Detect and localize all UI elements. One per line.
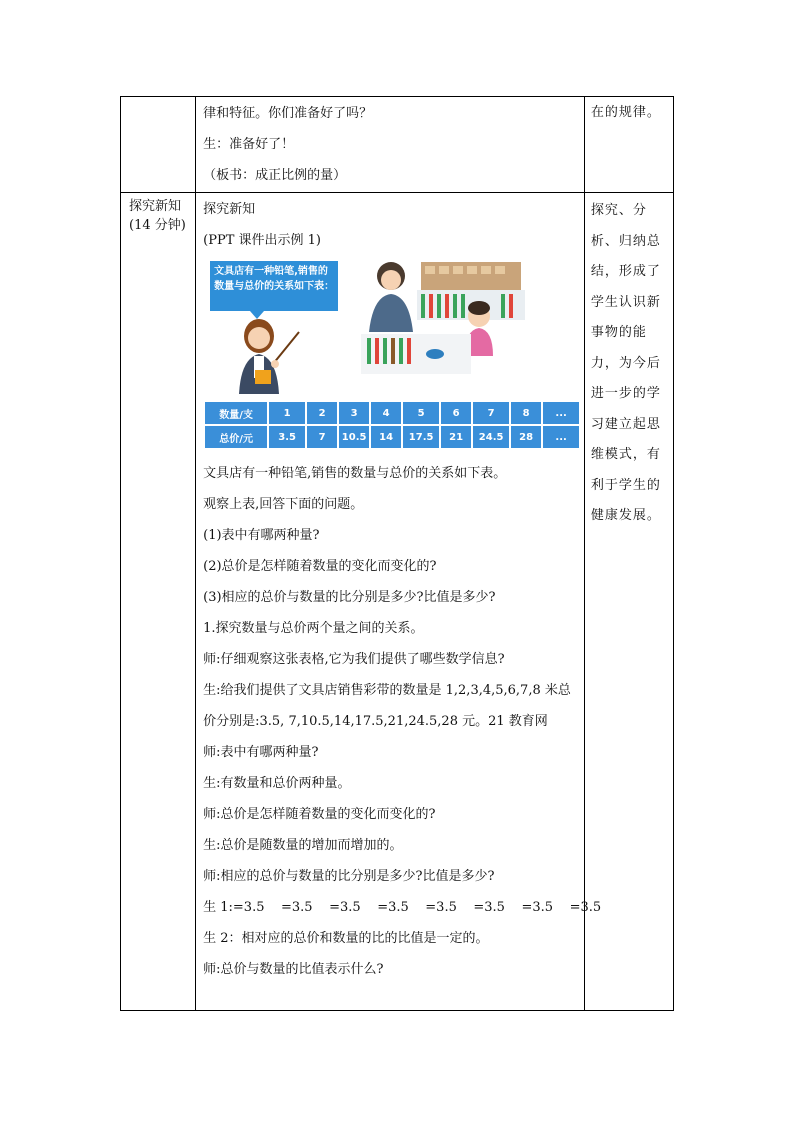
content-cell (196, 97, 585, 193)
content-line: （板书：成正比例的量） (203, 168, 347, 183)
speech-bubble: 文具店有一种铅笔,销售的数量与总价的关系如下表： (210, 261, 338, 311)
content-line: 生:总价是随数量的增加而增加的。 (203, 838, 403, 853)
content-cell (196, 193, 602, 1011)
table-cell: 28 (510, 425, 542, 449)
content-line: 观察上表,回答下面的问题。 (203, 497, 364, 512)
intent-cell (584, 193, 673, 1011)
content-line: 1.探究数量与总价两个量之间的关系。 (203, 621, 424, 636)
content-line: 师:总价与数量的比值表示什么? (203, 962, 384, 977)
table-cell: 4 (370, 401, 402, 425)
content-line: (3)相应的总价与数量的比分别是多少?比值是多少? (203, 590, 496, 605)
table-cell: 3.5 (268, 425, 306, 449)
content-line: 师:仔细观察这张表格,它为我们提供了哪些数学信息? (203, 652, 505, 667)
content-line: 文具店有一种铅笔,销售的数量与总价的关系如下表。 (203, 466, 507, 481)
table-cell: 7 (306, 425, 338, 449)
content-line: 师:总价是怎样随着数量的变化而变化的? (203, 807, 436, 822)
content-line: 探究新知 (203, 202, 256, 217)
content-line: 师:相应的总价与数量的比分别是多少?比值是多少? (203, 869, 495, 884)
content-line: (PPT 课件出示例 1) (203, 233, 321, 248)
table-cell: 10.5 (338, 425, 370, 449)
content-line: 生 2：相对应的总价和数量的比的比值是一定的。 (203, 931, 489, 946)
content-line: 生：准备好了！ (203, 137, 295, 152)
table-cell: 6 (440, 401, 472, 425)
table-cell: 14 (370, 425, 402, 449)
table-row (204, 401, 580, 425)
content-line: 生 1:=3.5 =3.5 =3.5 =3.5 =3.5 =3.5 =3.5 =3.5 (203, 900, 602, 915)
example-illustration (201, 256, 584, 396)
table-cell: 8 (510, 401, 542, 425)
content-line: 师:表中有哪两种量? (203, 745, 319, 760)
content-line: 生:给我们提供了文具店销售彩带的数量是 1,2,3,4,5,6,7,8 米总 (203, 683, 571, 698)
stage-duration: (14 分钟) (129, 218, 186, 233)
table-header: 总价/元 (204, 425, 268, 449)
content-line: (2)总价是怎样随着数量的变化而变化的? (203, 559, 437, 574)
intent-text: 探究、分析、归纳总结，形成了学生认识新事物的能力，为今后进一步的学习建立起思维模式，有利于学生的健康发展。 (590, 203, 661, 523)
table-cell: 17.5 (402, 425, 440, 449)
table-row (121, 97, 674, 193)
intent-text: 在的规律。 (590, 105, 661, 120)
table-cell: 5 (402, 401, 440, 425)
table-cell: 21 (440, 425, 472, 449)
price-table (203, 400, 581, 450)
content-line: (1)表中有哪两种量? (203, 528, 320, 543)
table-cell: ... (542, 401, 580, 425)
table-row (204, 425, 580, 449)
intent-cell (584, 97, 673, 193)
teacher-illustration-icon (221, 314, 311, 394)
lesson-plan-table (120, 96, 674, 1011)
stage-cell (121, 97, 196, 193)
shop-scene-illustration-icon (361, 256, 529, 374)
table-cell: 1 (268, 401, 306, 425)
table-row (121, 193, 674, 1011)
table-cell: 2 (306, 401, 338, 425)
content-line: 生:有数量和总价两种量。 (203, 776, 351, 791)
content-line: 价分别是:3.5, 7,10.5,14,17.5,21,24.5,28 元。21 教育网 (203, 714, 548, 729)
table-cell: 24.5 (472, 425, 510, 449)
stage-title: 探究新知 (129, 199, 182, 214)
table-cell: 3 (338, 401, 370, 425)
content-line: 律和特征。你们准备好了吗？ (203, 106, 373, 121)
table-cell: 7 (472, 401, 510, 425)
stage-cell (121, 193, 196, 1011)
table-cell: ... (542, 425, 580, 449)
table-header: 数量/支 (204, 401, 268, 425)
